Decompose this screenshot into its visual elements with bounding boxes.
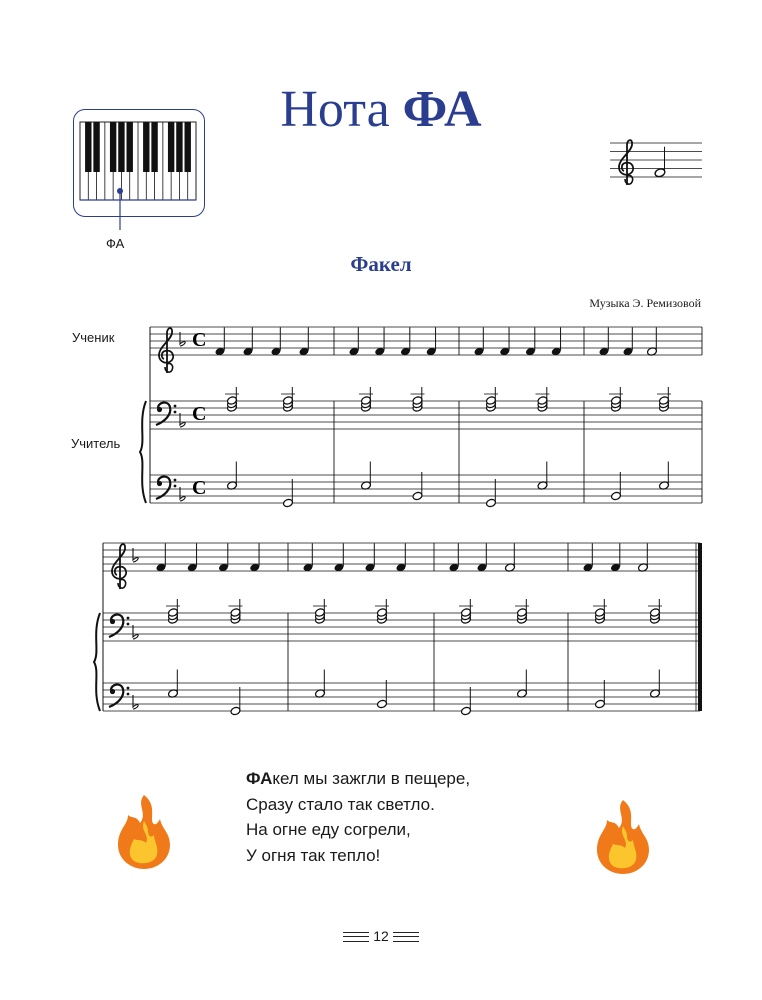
treble-clef-icon — [619, 140, 633, 185]
title-note: ФА — [402, 81, 482, 138]
poem-line-3: На огне еду согрели, — [246, 820, 411, 839]
piano-keys — [80, 122, 196, 230]
black-key — [151, 122, 157, 172]
time-signature: C — [192, 329, 207, 351]
sheet-music — [94, 327, 702, 716]
black-key — [127, 122, 133, 172]
black-key — [85, 122, 91, 172]
time-signature: C — [192, 477, 207, 499]
black-key — [185, 122, 191, 172]
composer-credit: Музыка Э. Ремизовой — [589, 296, 701, 310]
page-number-value: 12 — [373, 928, 389, 944]
reference-staff — [610, 140, 702, 185]
black-key — [93, 122, 99, 172]
part-label-teacher: Учитель — [71, 436, 121, 451]
poem-line-4: У огня так тепло! — [246, 845, 381, 865]
keyboard-note-label: ФА — [106, 236, 125, 251]
part-label-student: Ученик — [72, 330, 115, 345]
poem-line-1-rest: кел мы зажгли в пещере, — [272, 769, 471, 788]
grand-staff-brace — [140, 401, 146, 503]
black-key — [110, 122, 116, 172]
black-key — [176, 122, 182, 172]
title-prefix: Нота — [280, 81, 403, 138]
treble-clef-icon — [112, 544, 126, 589]
poem-line-2: Сразу стало так светло. — [246, 794, 435, 814]
black-key — [118, 122, 124, 172]
time-signature: C — [192, 403, 207, 425]
poem-line-1-bold: ФА — [246, 769, 273, 788]
note-f-marker — [117, 188, 123, 194]
black-key — [143, 122, 149, 172]
flame-icon-left — [118, 795, 170, 869]
song-title: Факел — [350, 252, 412, 276]
flame-icon-right — [597, 800, 649, 874]
treble-clef-icon — [159, 328, 173, 373]
grand-staff-brace — [94, 613, 100, 711]
final-barline-thick — [698, 543, 702, 711]
black-key — [168, 122, 174, 172]
